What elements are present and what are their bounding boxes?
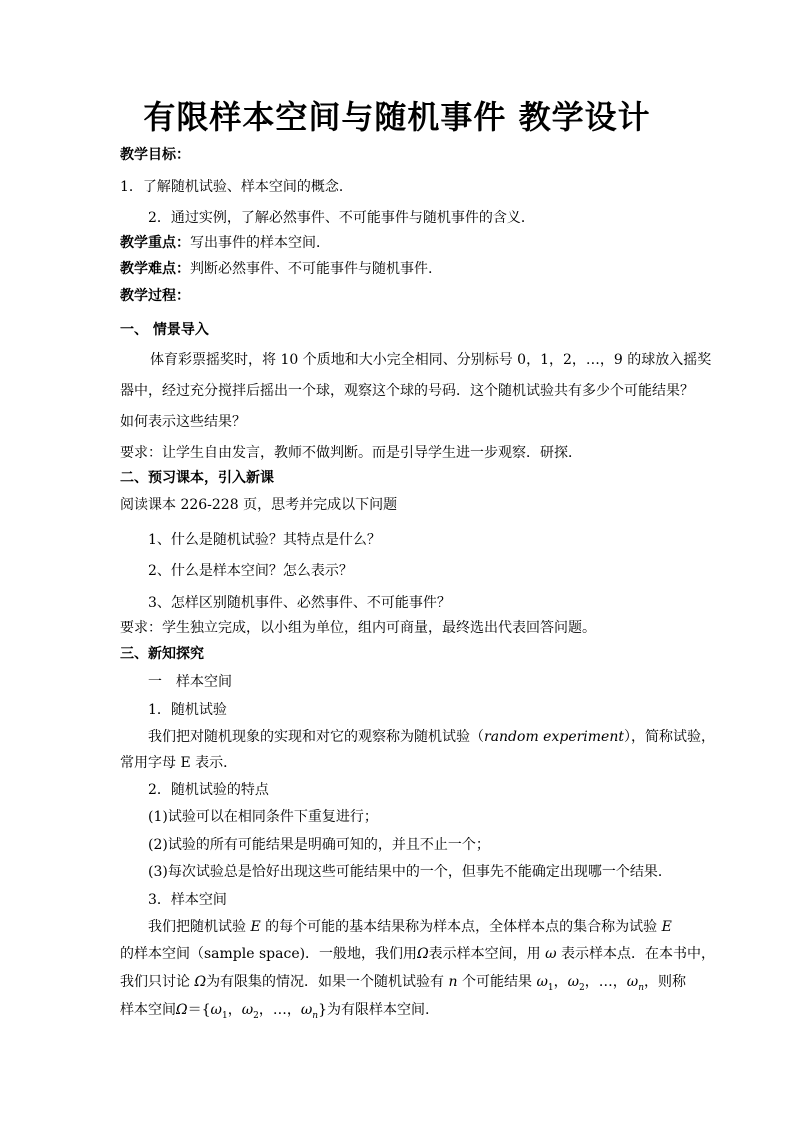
random-experiment-notation: 常用字母 E 表示． (120, 755, 238, 771)
definition-text-b: ），简称试验， (623, 729, 715, 745)
document-title: 有限样本空间与随机事件 教学设计 (143, 98, 651, 136)
math-omega: Ω (176, 1002, 188, 1018)
process-label: 教学过程： (120, 288, 190, 304)
feature-1: (1)试验可以在相同条件下重复进行； (148, 809, 378, 825)
subscript: 2 (579, 982, 585, 993)
subscript: 2 (253, 1010, 259, 1021)
text-seg: 表示样本点．在本书中， (561, 946, 715, 962)
feature-3: (3)每次试验总是恰好出现这些可能结果中的一个，但事先不能确定出现哪一个结果． (148, 864, 672, 880)
ellipsis: … (272, 1002, 287, 1018)
difficulty-text: 判断必然事件、不可能事件与随机事件. (190, 261, 433, 277)
sample-space-title: 3．样本空间 (148, 892, 227, 908)
text-seg: 的每个可能的基本结果称为样本点，全体样本点的集合称为试验 (265, 919, 658, 935)
math-omega: Ω (194, 974, 207, 990)
sample-space-paragraph-line4 (120, 1001, 429, 1019)
section1-requirement: 要求：让学生自由发言，教师不做判断。而是引导学生进一步观察．研探． (120, 445, 582, 461)
separator: ， (286, 1002, 301, 1018)
separator: ， (584, 974, 599, 990)
section1-heading: 一、 情景导入 (120, 322, 209, 338)
section1-paragraph-line3: 如何表示这些结果？ (120, 414, 246, 430)
subscript: 1 (221, 1010, 228, 1021)
definition-term-english: random experiment (484, 729, 624, 745)
math-e: E (661, 919, 672, 935)
sample-space-paragraph-line3 (120, 973, 686, 991)
text-seg: 的样本空间（sample space)．一般地，我们用 (120, 946, 418, 962)
section1-paragraph-line1: 体育彩票摇奖时，将 10 个质地和大小完全相同、分别标号 0，1，2，…，9 的球放入摇奖 (150, 352, 712, 368)
close-brace: } (318, 1002, 327, 1018)
sample-space-paragraph-line1 (148, 918, 672, 936)
section2-question-3: 3、怎样区别随机事件、必然事件、不可能事件？ (148, 595, 451, 611)
difficulty-label: 教学难点： (120, 261, 190, 277)
math-small-omega: ω (626, 974, 639, 990)
math-small-omega: ω (210, 1002, 222, 1018)
section2-question-1: 1、什么是随机试验？其特点是什么？ (148, 532, 381, 548)
math-n: n (448, 974, 458, 990)
math-small-omega: ω (300, 1002, 313, 1018)
text-seg: 为有限集的情况．如果一个随机试验有 (206, 974, 445, 990)
text-seg: 我们只讨论 (120, 974, 190, 990)
key-point-text: 写出事件的样本空间． (190, 235, 330, 251)
section2-requirement: 要求：学生独立完成，以小组为单位，组内可商量，最终选出代表回答问题。 (120, 620, 596, 636)
text-seg: 个可能结果 (462, 974, 532, 990)
separator: ， (227, 1002, 242, 1018)
text-seg: 为有限样本空间. (326, 1002, 430, 1018)
difficulty (120, 260, 432, 278)
subscript: 1 (547, 982, 554, 993)
section1-paragraph-line2: 器中，经过充分搅拌后摇出一个球，观察这个球的号码．这个随机试验共有多少个可能结果？ (120, 383, 694, 399)
goals-label: 教学目标： (120, 147, 190, 163)
subscript: n (312, 1010, 319, 1021)
sample-space-paragraph-line2 (120, 945, 715, 963)
math-omega: Ω (417, 946, 429, 962)
text-seg: 我们把随机试验 (148, 919, 246, 935)
section2-heading: 二、预习课本，引入新课 (120, 470, 274, 486)
section3-heading: 三、新知探究 (120, 646, 204, 662)
math-small-omega: ω (241, 1002, 254, 1018)
section2-intro: 阅读课本 226-228 页，思考并完成以下问题 (120, 497, 398, 513)
random-experiment-features-title: 2．随机试验的特点 (148, 782, 269, 798)
math-small-omega: ω (536, 974, 548, 990)
random-experiment-definition (148, 728, 715, 746)
separator: ， (553, 974, 568, 990)
feature-2: (2)试验的所有可能结果是明确可知的，并且不止一个； (148, 837, 490, 853)
equals-open-brace: ＝{ (187, 1002, 211, 1018)
key-point-label: 教学重点： (120, 235, 190, 251)
section2-question-2: 2、什么是样本空间？怎么表示？ (148, 563, 353, 579)
text-seg: 样本空间 (120, 1002, 176, 1018)
goal-2: 2．通过实例，了解必然事件、不可能事件与随机事件的含义． (148, 210, 535, 226)
random-experiment-title: 1．随机试验 (148, 702, 227, 718)
goal-1: 1．了解随机试验、样本空间的概念． (120, 179, 353, 195)
sample-space-subheading: 一 样本空间 (148, 674, 232, 690)
definition-text-a: 我们把对随机现象的实现和对它的观察称为随机试验（ (148, 729, 484, 745)
text-seg: 表示样本空间，用 (428, 946, 541, 962)
ellipsis: … (598, 974, 613, 990)
key-point (120, 234, 330, 252)
separator: ， (258, 1002, 273, 1018)
text-seg: ，则称 (643, 974, 686, 990)
math-small-omega: ω (545, 946, 557, 962)
math-e: E (250, 919, 261, 935)
math-small-omega: ω (567, 974, 580, 990)
subscript: n (638, 982, 644, 993)
separator: ， (612, 974, 627, 990)
